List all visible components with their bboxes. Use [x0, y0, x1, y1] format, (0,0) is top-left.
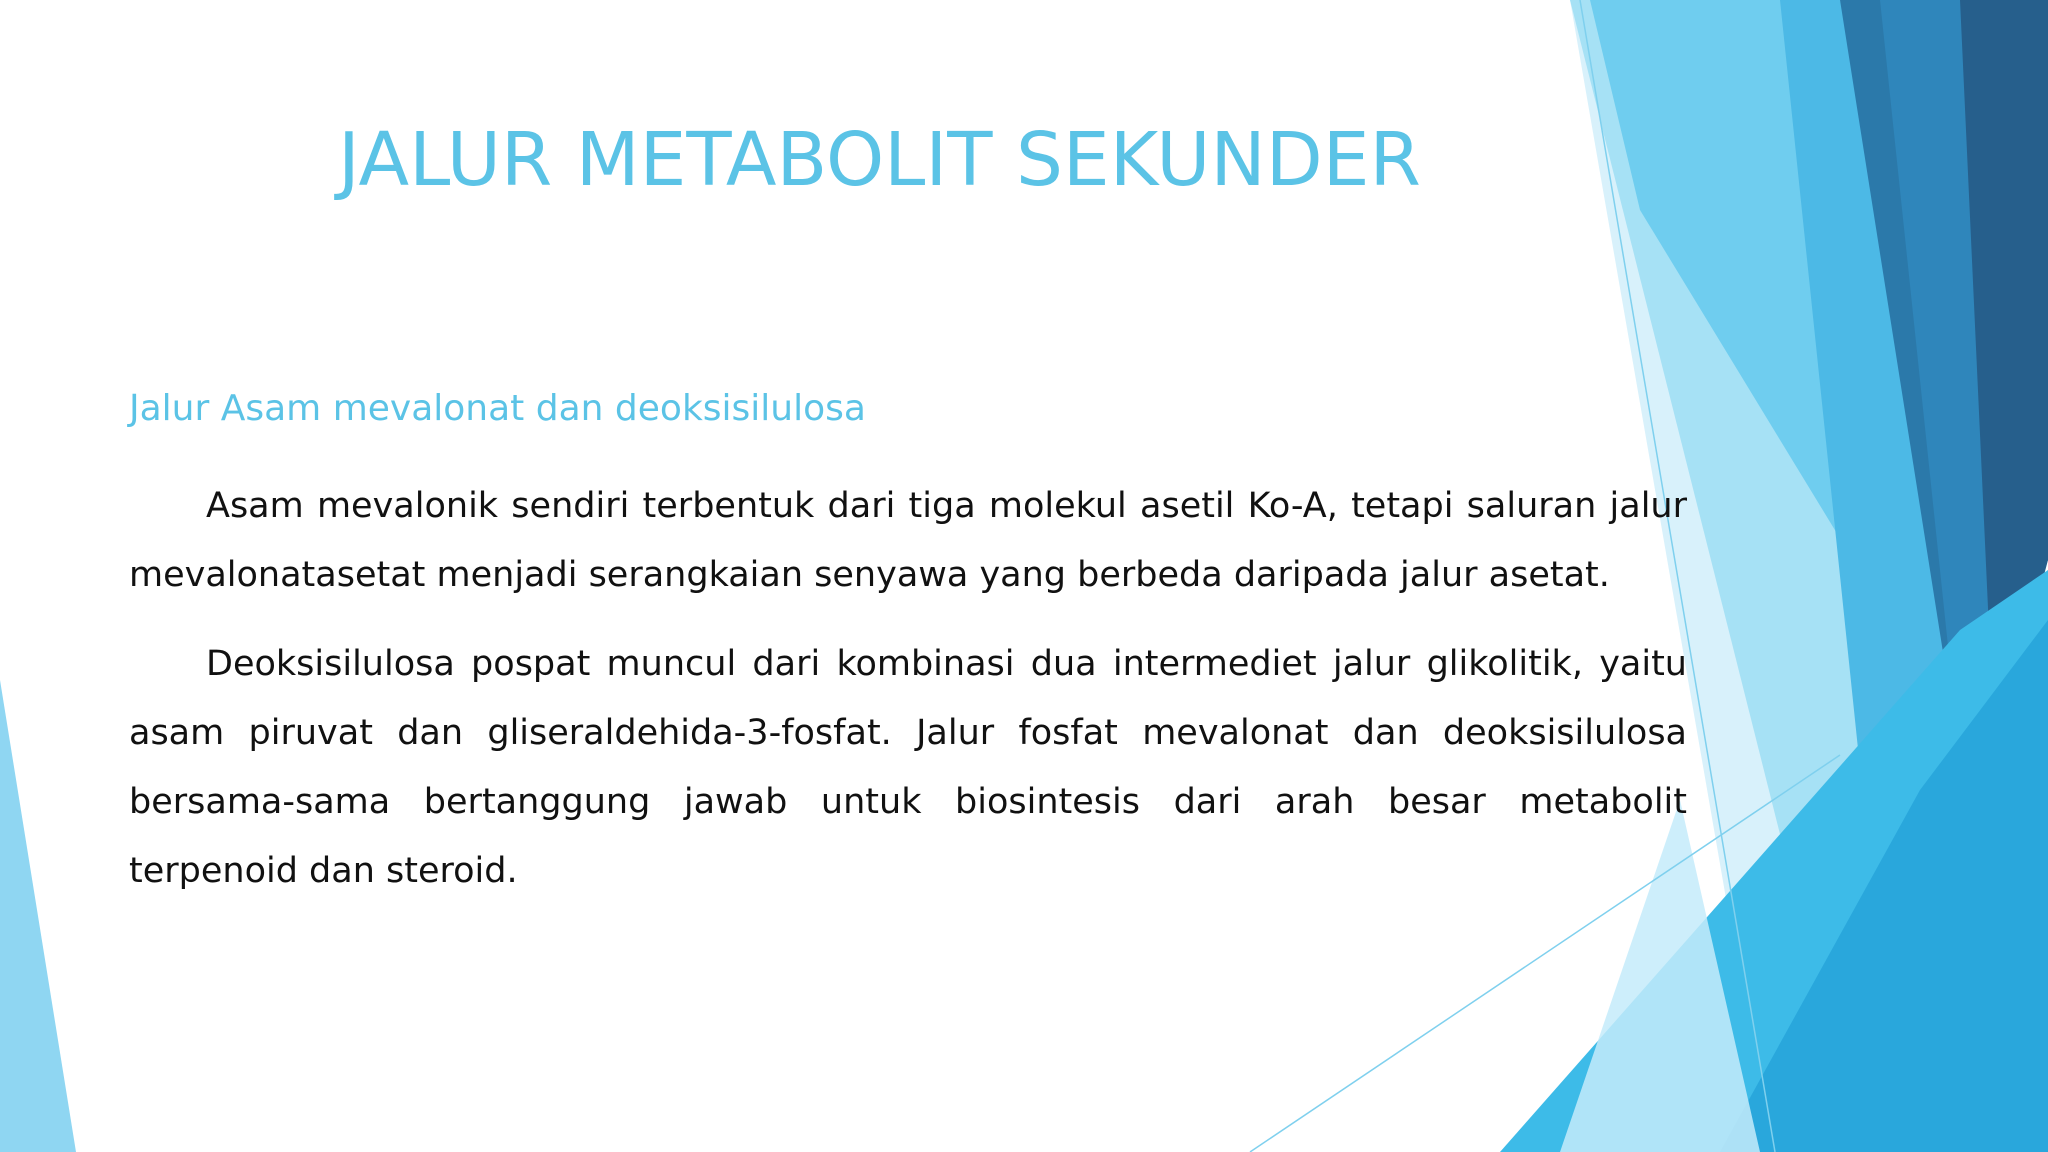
left-facet [0, 680, 76, 1152]
slide-subtitle: Jalur Asam mevalonat dan deoksisilulosa [129, 388, 866, 429]
paragraph-mevalonat: Asam mevalonik sendiri terbentuk dari tiga molekul asetil Ko-A, tetapi saluran jalur mevalonatasetat menjadi serangkaian senyawa yang berbeda daripada jalur asetat. [129, 486, 1687, 595]
slide-body [129, 472, 1687, 926]
slide-title: JALUR METABOLIT SEKUNDER [338, 117, 1421, 203]
paragraph-deoksisilulosa: Deoksisilulosa pospat muncul dari kombinasi dua intermediet jalur glikolitik, yaitu asam piruvat dan gliseraldehida-3-fosfat. Jalur fosfat mevalonat dan deoksisilulosa bersama-sama bertanggung jawab untuk biosintesis dari arah besar metabolit terpenoid dan steroid. [129, 644, 1687, 891]
